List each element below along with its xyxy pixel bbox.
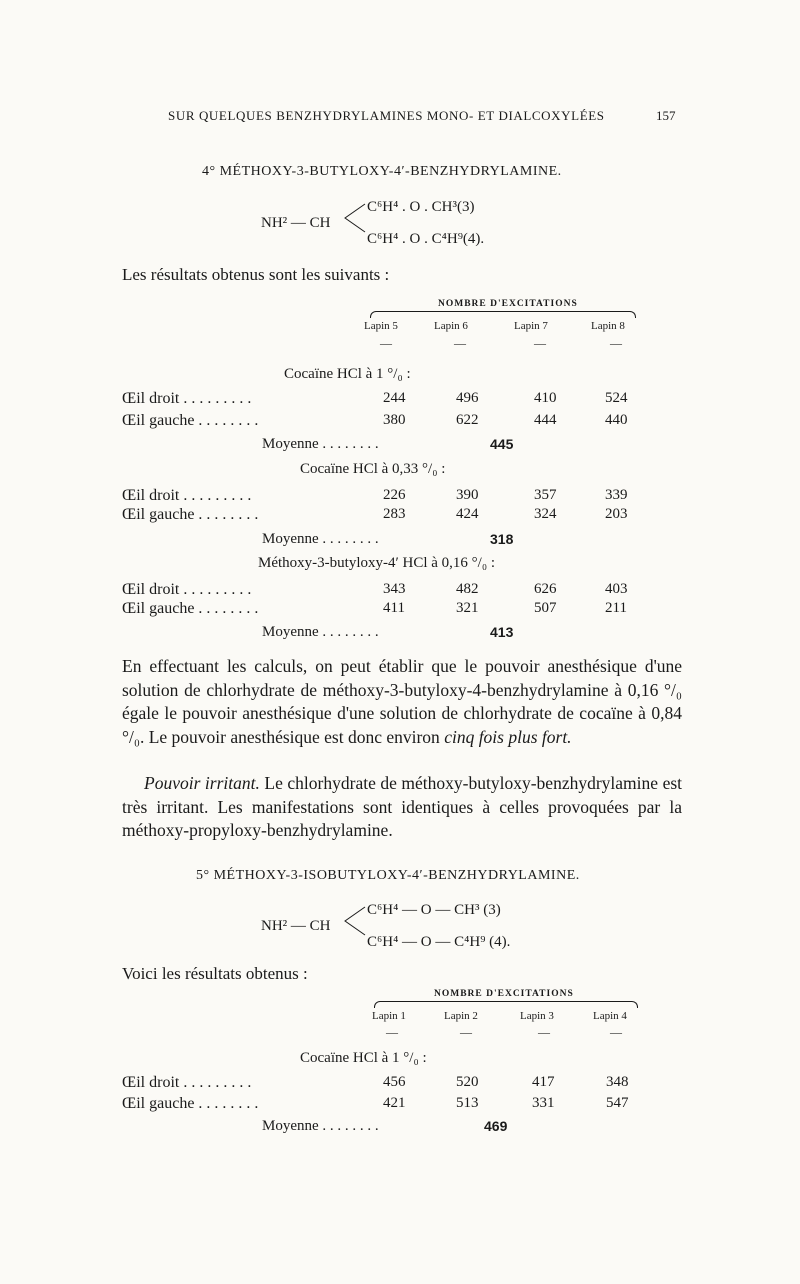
table-5-dash: — [610,1025,622,1039]
section-4-title: 4° MÉTHOXY-3-BUTYLOXY-4′-BENZHYDRYLAMINE. [202,164,562,179]
formula-5-left: NH² — CH [261,918,331,934]
cell: 622 [456,412,479,428]
table-5-col-1: Lapin 1 [372,1010,406,1022]
table-4-col-3: Lapin 7 [514,320,548,332]
cell: 357 [534,487,557,503]
block-heading: Cocaïne HCl à 0,33 °/₀ : [300,461,446,477]
cell: 524 [605,390,628,406]
moyenne-label: Moyenne . . . . . . . . [262,624,379,640]
moyenne-label: Moyenne . . . . . . . . [262,1118,379,1134]
cell: 321 [456,600,479,616]
formula-5-bracket [343,915,367,941]
table-5-dash: — [538,1025,550,1039]
row-label: Œil gauche . . . . . . . . [122,1095,259,1112]
table-4-brace [370,311,636,318]
table-4-col-2: Lapin 6 [434,320,468,332]
row-label: Œil gauche . . . . . . . . [122,506,259,523]
moyenne-label: Moyenne . . . . . . . . [262,531,379,547]
formula-4-lower: C⁶H⁴ . O . C⁴H⁹(4). [367,231,485,247]
table-5-dash: — [386,1025,398,1039]
cell: 513 [456,1095,479,1111]
cell: 331 [532,1095,555,1111]
cell: 410 [534,390,557,406]
cell: 226 [383,487,406,503]
paragraph-irritant: Pouvoir irritant. Le chlorhydrate de méthoxy-butyloxy-benzhydrylamine est très irritant. Les manifestations sont identiques à celles provoquées par la méthoxy-propyloxy-benzhydrylamine. [122,773,683,841]
cell: 482 [456,581,479,597]
section-5-intro: Voici les résultats obtenus : [122,964,308,983]
cell: 444 [534,412,557,428]
cell: 507 [534,600,557,616]
cell: 626 [534,581,557,597]
cell: 244 [383,390,406,406]
table-4-dash: — [534,336,546,350]
cell: 411 [383,600,405,616]
row-label: Œil droit . . . . . . . . . [122,390,252,407]
formula-5-lower: C⁶H⁴ — O — C⁴H⁹ (4). [367,934,511,950]
cell: 424 [456,506,479,522]
moyenne-value: 318 [490,531,514,547]
table-4-col-1: Lapin 5 [364,320,398,332]
table-4-col-4: Lapin 8 [591,320,625,332]
row-label: Œil droit . . . . . . . . . [122,487,252,504]
table-4-group-header: NOMBRE D'EXCITATIONS [438,299,578,309]
row-label: Œil gauche . . . . . . . . [122,600,259,617]
moyenne-value: 469 [484,1118,508,1134]
cell: 339 [605,487,628,503]
table-4-dash: — [454,336,466,350]
table-5-group-header: NOMBRE D'EXCITATIONS [434,989,574,999]
cell: 440 [605,412,628,428]
cell: 324 [534,506,557,522]
formula-5-upper: C⁶H⁴ — O — CH³ (3) [367,902,501,918]
row-label: Œil gauche . . . . . . . . [122,412,259,429]
block-heading: Méthoxy-3-butyloxy-4′ HCl à 0,16 °/₀ : [258,555,495,571]
cell: 456 [383,1074,406,1090]
table-5-dash: — [460,1025,472,1039]
section-5-title: 5° MÉTHOXY-3-ISOBUTYLOXY-4′-BENZHYDRYLAMINE. [196,868,580,883]
row-label: Œil droit . . . . . . . . . [122,581,252,598]
table-4-dash: — [610,336,622,350]
table-4-dash: — [380,336,392,350]
table-5-brace [374,1001,638,1008]
block-heading: Cocaïne HCl à 1 °/₀ : [300,1050,427,1066]
table-5-col-2: Lapin 2 [444,1010,478,1022]
cell: 283 [383,506,406,522]
formula-4-left: NH² — CH [261,215,331,231]
paragraph-anesthetic: En effectuant les calculs, on peut établir que le pouvoir anesthésique d'une solution de chlorhydrate de méthoxy-3-butyloxy-4-benzhydrylamine à 0,16 °/₀ égale le pouvoir anesthésique d'une solution de chlorhydrate de cocaïne à 0,84 °/₀. Le pouvoir anesthésique est donc environ cinq fois plus fort. [122,656,682,747]
cell: 547 [606,1095,629,1111]
row-label: Œil droit . . . . . . . . . [122,1074,252,1091]
moyenne-label: Moyenne . . . . . . . . [262,436,379,452]
cell: 390 [456,487,479,503]
cell: 343 [383,581,406,597]
cell: 496 [456,390,479,406]
cell: 403 [605,581,628,597]
moyenne-value: 413 [490,624,514,640]
formula-4-upper: C⁶H⁴ . O . CH³(3) [367,199,475,215]
cell: 417 [532,1074,555,1090]
running-title: SUR QUELQUES BENZHYDRYLAMINES MONO- ET DIALCOXYLÉES [168,108,605,123]
table-5-col-3: Lapin 3 [520,1010,554,1022]
block-heading: Cocaïne HCl à 1 °/₀ : [284,366,411,382]
section-4-intro: Les résultats obtenus sont les suivants : [122,265,390,284]
page-number: 157 [656,108,676,123]
formula-4-bracket [343,212,367,239]
cell: 348 [606,1074,629,1090]
cell: 421 [383,1095,406,1111]
cell: 203 [605,506,628,522]
moyenne-value: 445 [490,436,514,452]
cell: 520 [456,1074,479,1090]
table-5-col-4: Lapin 4 [593,1010,627,1022]
cell: 380 [383,412,406,428]
cell: 211 [605,600,627,616]
